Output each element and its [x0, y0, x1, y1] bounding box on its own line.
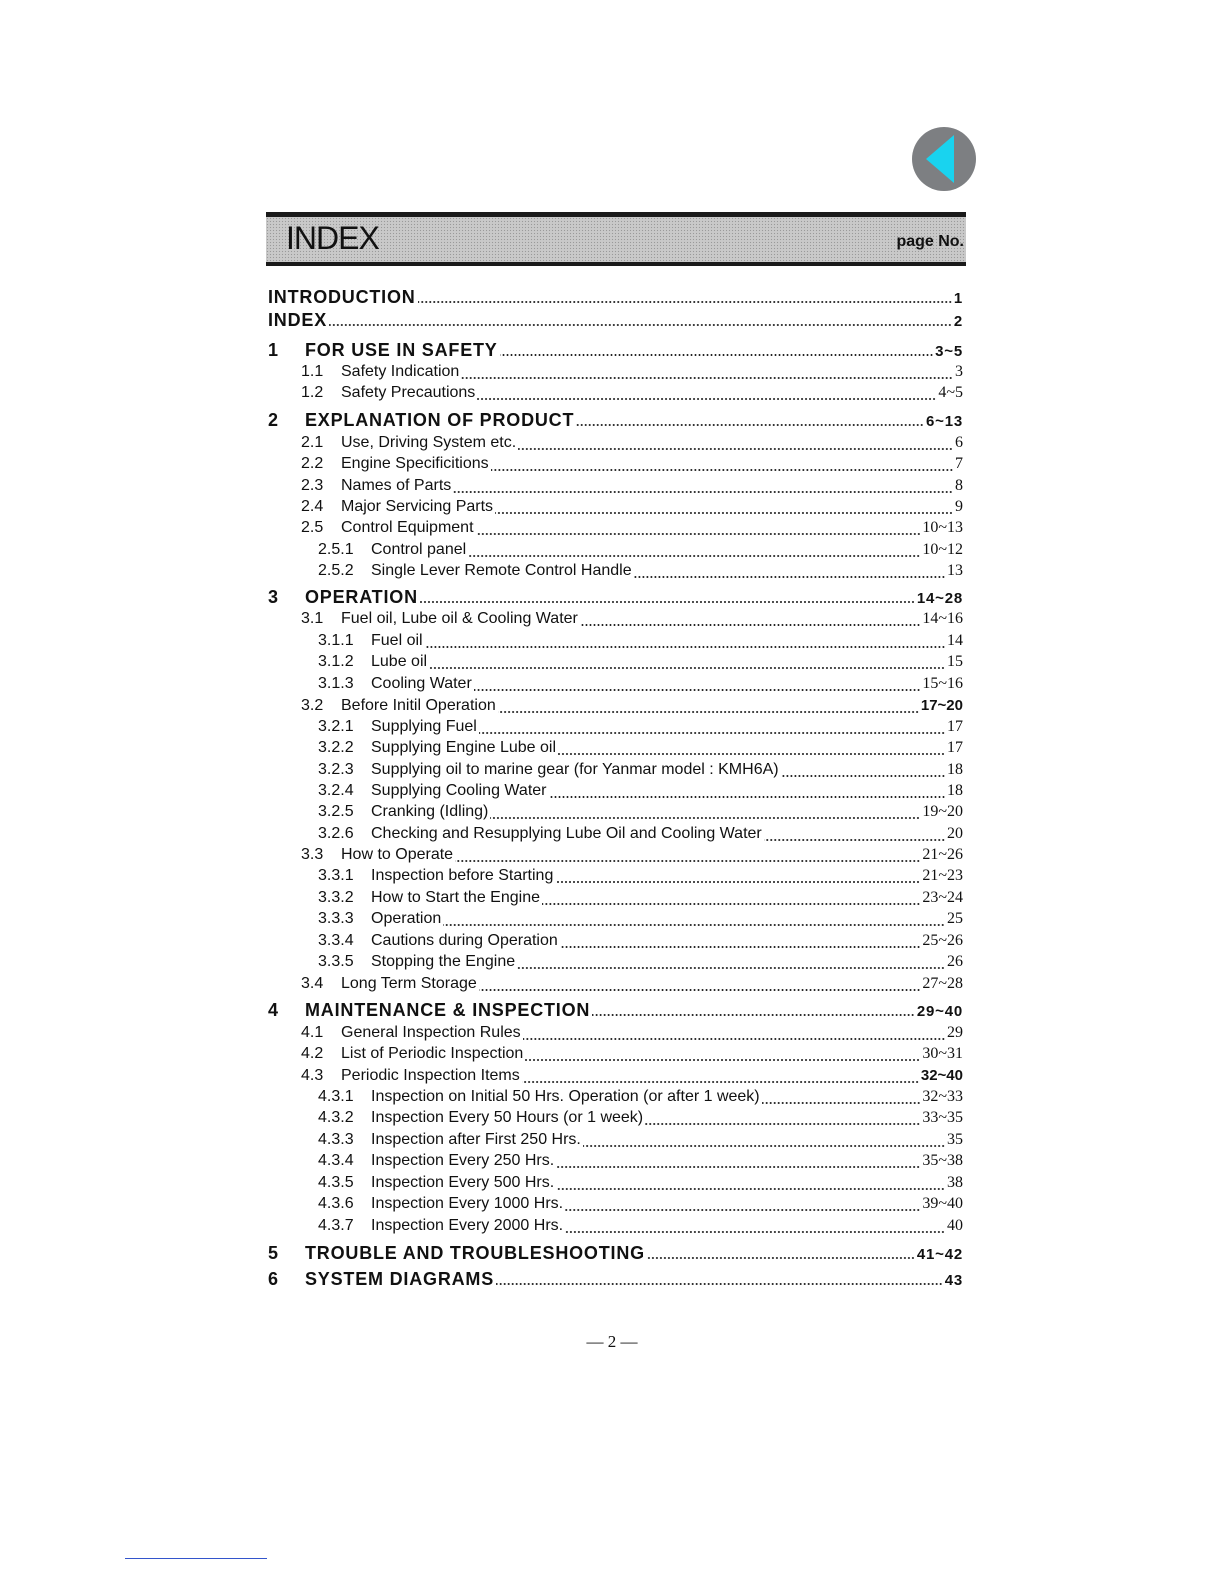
toc-entry-page: 17 [947, 718, 963, 735]
dot-leader [479, 731, 945, 735]
toc-entry-label: TROUBLE AND TROUBLESHOOTING [305, 1243, 645, 1263]
toc-entry-label: Lube oil [371, 653, 428, 670]
toc-entry[interactable] [268, 1109, 963, 1131]
toc-entry-label: Inspection before Starting [371, 867, 554, 884]
toc-entry[interactable] [268, 910, 963, 932]
toc-entry-label: Checking and Resupplying Lube Oil and Cooling Water [371, 825, 762, 842]
page-no-label: page No. [896, 233, 964, 250]
toc-entry-page: 19~20 [922, 803, 963, 820]
toc-entry-page: 26 [947, 953, 963, 970]
dot-leader [518, 447, 953, 451]
toc-entry[interactable] [268, 825, 963, 847]
toc-entry[interactable] [268, 1131, 963, 1153]
toc-entry[interactable] [268, 632, 963, 654]
toc-entry-number: 4.3.4 [318, 1152, 354, 1169]
dot-leader [443, 923, 945, 927]
toc-entry[interactable] [268, 1000, 963, 1022]
toc-entry-number: 5 [268, 1243, 279, 1263]
dot-leader [498, 710, 919, 714]
toc-entry-page: 13 [947, 562, 963, 579]
toc-entry[interactable] [268, 718, 963, 740]
toc-entry-label: Engine Specificitions [341, 455, 489, 472]
toc-entry[interactable] [268, 1152, 963, 1174]
dot-leader [558, 752, 945, 756]
toc-entry-page: 21~23 [922, 867, 963, 884]
toc-entry-label: General Inspection Rules [341, 1024, 521, 1041]
toc-entry-page: 32~33 [922, 1088, 963, 1105]
dot-leader [474, 688, 921, 692]
dot-leader [517, 966, 945, 970]
toc-entry-label: Inspection Every 500 Hrs. [371, 1174, 555, 1191]
dot-leader [556, 1187, 945, 1191]
toc-entry-number: 4.3.2 [318, 1109, 354, 1126]
dot-leader [555, 880, 920, 884]
toc-entry-number: 3.2.2 [318, 739, 354, 756]
toc-entry-number: 2.5 [301, 519, 324, 536]
toc-entry-label: INDEX [268, 310, 328, 330]
toc-entry-label: Inspection Every 250 Hrs. [371, 1152, 555, 1169]
toc-entry-number: 3.2 [301, 697, 324, 714]
toc-entry-page: 9 [955, 498, 963, 515]
dot-leader [479, 988, 921, 992]
page-title: INDEX [286, 220, 379, 256]
toc-entry[interactable] [268, 1045, 963, 1067]
toc-entry-number: 2.5.1 [318, 541, 354, 558]
toc-entry-label: Operation [371, 910, 442, 927]
dot-leader [491, 468, 953, 472]
toc-entry-number: 2.4 [301, 498, 324, 515]
toc-entry[interactable] [268, 675, 963, 697]
toc-entry-page: 40 [947, 1217, 963, 1234]
toc-entry-label: Control Equipment [341, 519, 474, 536]
toc-entry[interactable] [268, 1174, 963, 1196]
toc-entry-number: 2.2 [301, 455, 324, 472]
toc-entry-label: Inspection Every 50 Hours (or 1 week) [371, 1109, 644, 1126]
dot-leader [764, 838, 945, 842]
toc-entry-number: 3.2.1 [318, 718, 354, 735]
page-number: — 2 — [586, 1332, 638, 1351]
toc-entry-number: 4.1 [301, 1024, 324, 1041]
toc-entry-label: How to Operate [341, 846, 454, 863]
toc-entry[interactable] [268, 340, 963, 362]
toc-entry-number: 4.3.7 [318, 1217, 354, 1234]
toc-entry-number: 3.3.1 [318, 867, 354, 884]
toc-entry-number: 3.3.4 [318, 932, 354, 949]
toc-entry-page: 20 [947, 825, 963, 842]
toc-entry[interactable] [268, 519, 963, 541]
toc-entry-page: 29~40 [916, 1003, 963, 1020]
dot-leader [549, 795, 946, 799]
toc-entry[interactable] [268, 541, 963, 563]
toc-entry-label: Long Term Storage [341, 975, 477, 992]
dot-leader [476, 532, 921, 536]
toc-entry[interactable] [268, 1024, 963, 1046]
toc-entry-number: 3.3 [301, 846, 324, 863]
toc-entry-page: 10~12 [922, 541, 963, 558]
toc-entry-page: 4~5 [938, 384, 963, 401]
toc-entry[interactable] [268, 803, 963, 825]
toc-entry-number: 2.5.2 [318, 562, 354, 579]
toc-entry-label: Names of Parts [341, 477, 452, 494]
toc-entry[interactable] [268, 1088, 963, 1110]
toc-entry-number: 4.3 [301, 1067, 324, 1084]
toc-entry-label: Major Servicing Parts [341, 498, 494, 515]
toc-entry-number: 2 [268, 410, 279, 430]
toc-entry-label: Inspection on Initial 50 Hrs. Operation (or after 1 week) [371, 1088, 760, 1105]
toc-entry-page: 6 [955, 434, 963, 451]
toc-entry-label: Before Initil Operation [341, 697, 496, 714]
toc-entry-label: FOR USE IN SAFETY [305, 340, 498, 360]
toc-entry-label: Cautions during Operation [371, 932, 558, 949]
toc-entry-number: 4.3.5 [318, 1174, 354, 1191]
toc-entry-page: 23~24 [922, 889, 963, 906]
toc-entry-label: INTRODUCTION [268, 287, 416, 307]
toc-entry-label: EXPLANATION OF PRODUCT [305, 410, 575, 430]
toc-entry-label: Cooling Water [371, 675, 472, 692]
toc-entry-number: 4.2 [301, 1045, 324, 1062]
toc-entry-label: Fuel oil, Lube oil & Cooling Water [341, 610, 578, 627]
toc-entry[interactable] [268, 1269, 963, 1291]
toc-entry[interactable] [268, 434, 963, 456]
toc-entry[interactable] [268, 1067, 963, 1089]
dot-leader [468, 554, 920, 558]
dot-leader [634, 575, 945, 579]
toc-entry-page: 3~5 [935, 343, 963, 360]
toc-entry-label: Cranking (Idling) [371, 803, 489, 820]
dot-leader [592, 1013, 915, 1017]
toc-entry-page: 25~26 [922, 932, 963, 949]
toc-entry[interactable] [268, 653, 963, 675]
toc-entry-page: 15 [947, 653, 963, 670]
toc-entry-page: 1 [953, 290, 963, 307]
toc-entry-page: 30~31 [922, 1045, 963, 1062]
dot-leader [583, 1144, 945, 1148]
dot-leader [425, 645, 945, 649]
toc-entry-number: 3 [268, 587, 279, 607]
toc-entry[interactable] [268, 410, 963, 432]
toc-entry-number: 6 [268, 1269, 279, 1289]
dot-leader [556, 1165, 920, 1169]
dot-leader [329, 323, 952, 327]
back-button[interactable] [912, 127, 976, 191]
toc-entry-page: 32~40 [920, 1067, 963, 1084]
dot-leader [647, 1256, 915, 1260]
toc-entry[interactable] [268, 1243, 963, 1265]
toc-entry[interactable] [268, 975, 963, 997]
dot-leader [453, 490, 953, 494]
toc-entry-number: 4.3.3 [318, 1131, 354, 1148]
toc-entry[interactable] [268, 477, 963, 499]
header-bottom-rule [266, 262, 966, 266]
toc-entry[interactable] [268, 953, 963, 975]
toc-entry[interactable] [268, 587, 963, 609]
dot-leader [525, 1058, 920, 1062]
toc-entry-page: 8 [955, 477, 963, 494]
toc-entry-label: Supplying Fuel [371, 718, 477, 735]
toc-entry-number: 3.2.5 [318, 803, 354, 820]
toc-entry[interactable] [268, 455, 963, 477]
dot-leader [560, 945, 921, 949]
toc-entry-page: 35~38 [922, 1152, 963, 1169]
toc-entry-number: 1.2 [301, 384, 324, 401]
toc-entry-label: OPERATION [305, 587, 418, 607]
dot-leader [418, 300, 952, 304]
toc-entry-page: 14 [947, 632, 963, 649]
toc-entry-page: 18 [947, 761, 963, 778]
toc-entry-page: 39~40 [922, 1195, 963, 1212]
toc-entry-number: 4 [268, 1000, 279, 1020]
toc-entry[interactable] [268, 1195, 963, 1217]
toc-entry-label: Inspection Every 1000 Hrs. [371, 1195, 564, 1212]
toc-entry[interactable] [268, 782, 963, 804]
toc-entry[interactable] [268, 889, 963, 911]
toc-entry-label: Fuel oil [371, 632, 423, 649]
toc-entry-number: 3.2.4 [318, 782, 354, 799]
toc-entry-number: 1.1 [301, 363, 324, 380]
toc-entry-label: Stopping the Engine [371, 953, 516, 970]
toc-entry-page: 35 [947, 1131, 963, 1148]
toc-entry[interactable] [268, 498, 963, 520]
dot-leader [496, 1282, 943, 1286]
toc-entry-label: SYSTEM DIAGRAMS [305, 1269, 495, 1289]
toc-entry-page: 6~13 [926, 413, 963, 430]
toc-entry-label: Inspection Every 2000 Hrs. [371, 1217, 564, 1234]
toc-entry-page: 38 [947, 1174, 963, 1191]
dot-leader [477, 397, 936, 401]
toc-entry-number: 3.2.3 [318, 761, 354, 778]
toc-entry-number: 4.3.6 [318, 1195, 354, 1212]
dot-leader [781, 774, 945, 778]
toc-entry-label: Control panel [371, 541, 467, 558]
toc-entry-number: 2.1 [301, 434, 324, 451]
toc-entry[interactable] [268, 287, 963, 309]
toc-entry[interactable] [268, 562, 963, 584]
toc-entry-number: 3.3.3 [318, 910, 354, 927]
dot-leader [429, 666, 945, 670]
toc-entry[interactable] [268, 697, 963, 719]
dot-leader [645, 1122, 920, 1126]
toc-entry[interactable] [268, 384, 963, 406]
left-triangle-icon [912, 127, 976, 191]
toc-entry-number: 2.3 [301, 477, 324, 494]
toc-entry-page: 41~42 [916, 1246, 963, 1263]
toc-entry-label: How to Start the Engine [371, 889, 540, 906]
toc-entry[interactable] [268, 867, 963, 889]
bottom-link-underline [125, 1558, 267, 1559]
toc-entry[interactable] [268, 1217, 963, 1239]
toc-entry-label: Safety Precautions [341, 384, 476, 401]
toc-entry-page: 17 [947, 739, 963, 756]
dot-leader [522, 1080, 919, 1084]
toc-entry-number: 3.2.6 [318, 825, 354, 842]
toc-entry[interactable] [268, 846, 963, 868]
toc-entry-page: 27~28 [922, 975, 963, 992]
toc-entry-number: 3.3.5 [318, 953, 354, 970]
toc-entry-page: 21~26 [922, 846, 963, 863]
toc-entry-page: 7 [955, 455, 963, 472]
toc-entry-number: 3.3.2 [318, 889, 354, 906]
dot-leader [762, 1101, 921, 1105]
toc-entry-number: 3.1 [301, 610, 324, 627]
toc-entry[interactable] [268, 363, 963, 385]
toc-entry-number: 3.1.3 [318, 675, 354, 692]
toc-entry-page: 2 [953, 313, 963, 330]
toc-entry[interactable] [268, 610, 963, 632]
toc-entry-page: 25 [947, 910, 963, 927]
toc-entry-label: List of Periodic Inspection [341, 1045, 524, 1062]
toc-entry-number: 4.3.1 [318, 1088, 354, 1105]
toc-entry-page: 14~16 [922, 610, 963, 627]
dot-leader [580, 623, 920, 627]
toc-entry-page: 43 [944, 1272, 963, 1289]
toc-entry-number: 3.1.1 [318, 632, 354, 649]
dot-leader [576, 423, 924, 427]
dot-leader [565, 1230, 945, 1234]
index-header [266, 212, 966, 266]
toc-entry-page: 10~13 [922, 519, 963, 536]
dot-leader [523, 1037, 945, 1041]
dot-leader [500, 353, 934, 357]
toc-entry-label: MAINTENANCE & INSPECTION [305, 1000, 591, 1020]
toc-entry-label: Periodic Inspection Items [341, 1067, 520, 1084]
toc-entry-label: Supplying Cooling Water [371, 782, 547, 799]
toc-entry[interactable] [268, 739, 963, 761]
toc-entry-page: 3 [955, 363, 963, 380]
dot-leader [495, 511, 953, 515]
toc-entry-page: 29 [947, 1024, 963, 1041]
dot-leader [565, 1208, 920, 1212]
toc-entry-page: 33~35 [922, 1109, 963, 1126]
toc-entry-label: Use, Driving System etc. [341, 434, 517, 451]
toc-entry-page: 18 [947, 782, 963, 799]
toc-entry-label: Single Lever Remote Control Handle [371, 562, 632, 579]
toc-entry-label: Inspection after First 250 Hrs. [371, 1131, 581, 1148]
toc-entry-page: 15~16 [922, 675, 963, 692]
toc-entry-page: 17~20 [920, 697, 963, 714]
dot-leader [490, 816, 920, 820]
toc-entry-label: Supplying oil to marine gear (for Yanmar model : KMH6A) [371, 761, 779, 778]
toc-entry[interactable] [268, 310, 963, 332]
toc-entry-number: 3.1.2 [318, 653, 354, 670]
toc-entry[interactable] [268, 761, 963, 783]
dot-leader [461, 376, 953, 380]
dot-leader [542, 902, 920, 906]
toc-entry-label: Supplying Engine Lube oil [371, 739, 557, 756]
toc-entry-number: 1 [268, 340, 279, 360]
toc-entry-number: 3.4 [301, 975, 324, 992]
toc-entry[interactable] [268, 932, 963, 954]
toc-entry-label: Safety Indication [341, 363, 460, 380]
dot-leader [420, 600, 915, 604]
dot-leader [455, 859, 920, 863]
toc-entry-page: 14~28 [916, 590, 963, 607]
